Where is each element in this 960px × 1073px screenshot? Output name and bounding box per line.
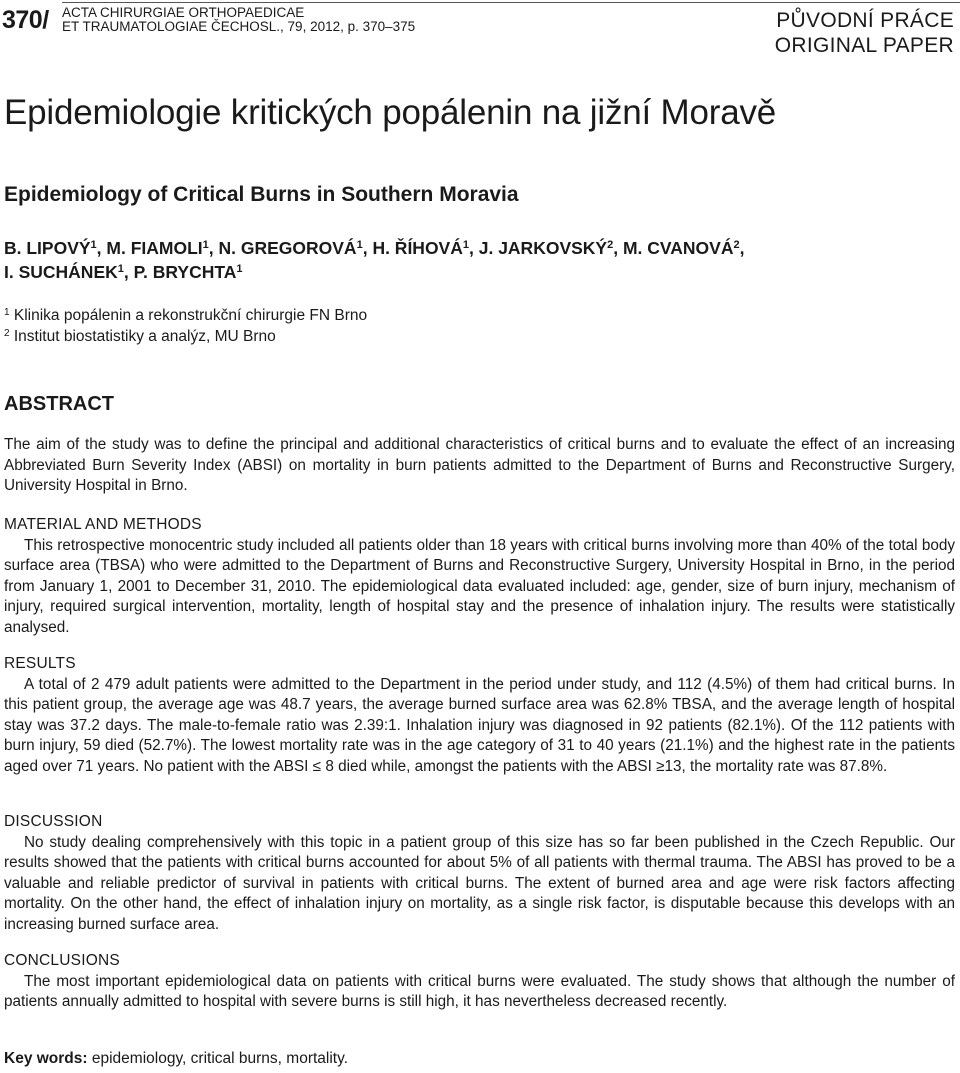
- paper-type: [775, 8, 954, 58]
- affiliation-list: [4, 305, 367, 347]
- results-heading: RESULTS: [4, 655, 76, 672]
- journal-citation: [62, 6, 415, 34]
- author: J. JARKOVSKÝ: [478, 238, 608, 258]
- author: I. SUCHÁNEK: [4, 262, 118, 282]
- affiliation-number: 2: [4, 328, 10, 339]
- author-affiliation-mark: 1: [356, 239, 363, 251]
- article-title: Epidemiologie kritických popálenin na jižní Moravě: [4, 93, 777, 132]
- author-affiliation-mark: 1: [462, 239, 469, 251]
- paper-type-english: ORIGINAL PAPER: [774, 34, 954, 57]
- author-affiliation-mark: 1: [236, 263, 243, 275]
- conclusions-heading: CONCLUSIONS: [4, 952, 120, 969]
- methods-section: [4, 515, 955, 639]
- author-list: B. LIPOVÝ$^1$, M. FIAMOLI$^1$, N. GREGOROVÁ$^1$, H. ŘÍHOVÁ$^1$, J. JARKOVSKÝ$^2$, M. CVANOVÁ$^2$, I. SUCHÁNEK$^1$, P. BRYCHTA$^1$: [4, 238, 745, 282]
- author: B. LIPOVÝ: [4, 238, 91, 258]
- keywords-label: Key words:: [4, 1050, 88, 1067]
- abstract-heading: ABSTRACT: [4, 393, 114, 415]
- page-number: 370/: [2, 6, 49, 34]
- page-header: [0, 0, 960, 62]
- results-section: [4, 654, 955, 778]
- keywords: [4, 1050, 348, 1068]
- author-affiliation-mark: 1: [117, 263, 124, 275]
- author: M. FIAMOLI: [106, 238, 203, 258]
- author: P. BRYCHTA: [133, 262, 237, 282]
- abstract-intro-section: [4, 435, 955, 497]
- author-affiliation-mark: 2: [733, 239, 740, 251]
- author: H. ŘÍHOVÁ: [372, 238, 463, 258]
- journal-name-line: ACTA CHIRURGIAE ORTHOPAEDICAE: [62, 5, 305, 20]
- author-affiliation-mark: 1: [202, 239, 209, 251]
- discussion-heading: DISCUSSION: [4, 813, 103, 830]
- conclusions-text: The most important epidemiological data on patients with critical burns were evaluated. The study shows that although the number of patients annually admitted to hospital with severe burns is still high, it has nevertheless decreased recently.: [4, 972, 955, 1011]
- affiliation-text: Institut biostatistiky a analýz, MU Brno: [13, 328, 276, 345]
- author: M. CVANOVÁ: [622, 238, 734, 258]
- keywords-text: epidemiology, critical burns, mortality.: [91, 1050, 349, 1067]
- discussion-section: [4, 812, 955, 936]
- author-affiliation-mark: 2: [607, 239, 614, 251]
- results-text: A total of 2 479 adult patients were admitted to the Department in the period under study, and 112 (4.5%) of them had critical burns. In this patient group, the average age was 48.7 years, the average burned surface area was 62.8% TBSA, and the average length of hospital stay was 37.2 days. The male-to-female ratio was 2.39:1. Inhalation injury was diagnosed in 92 patients (82.1%). Of the 112 patients with burn injury, 59 died (52.7%). The lowest mortality rate was in the age category of 31 to 40 years (21.1%) and the highest rate in the patients aged over 71 years. No patient with the ABSI ≤ 8 died while, amongst the patients with the ABSI ≥13, the mortality rate was 87.8%.: [4, 675, 955, 775]
- methods-heading: MATERIAL AND METHODS: [4, 516, 202, 533]
- conclusions-section: [4, 951, 955, 1013]
- discussion-text: No study dealing comprehensively with this topic in a patient group of this size has so far been published in the Czech Republic. Our results showed that the patients with critical burns accounted for about 5% of all patients with thermal trauma. The ABSI has proved to be a valuable and reliable predictor of survival in patients with critical burns. The extent of burned area and age were risk factors affecting mortality. On the other hand, the effect of inhalation injury on mortality, as a single risk factor, is disputable because this develops with an increasing burned surface area.: [4, 833, 955, 933]
- affiliation-text: Klinika popálenin a rekonstrukční chirurgie FN Brno: [13, 307, 368, 324]
- header-rule: [62, 2, 960, 3]
- author: N. GREGOROVÁ: [218, 238, 357, 258]
- article-subtitle: Epidemiology of Critical Burns in Southern Moravia: [4, 183, 519, 206]
- journal-issue-line: ET TRAUMATOLOGIAE ČECHOSL., 79, 2012, p. 370–375: [62, 19, 416, 34]
- methods-text: This retrospective monocentric study included all patients older than 18 years with critical burns involving more than 40% of the total body surface area (TBSA) who were admitted to the Department of Burns and Reconstructive Surgery, University Hospital in Brno, in the period from January 1, 2001 to December 31, 2010. The epidemiological data evaluated included: age, gender, size of burn injury, mechanism of injury, required surgical intervention, mortality, length of hospital stay and the presence of inhalation injury. The results were statistically analysed.: [4, 536, 955, 636]
- affiliation: [4, 326, 367, 347]
- affiliation: [4, 305, 367, 326]
- author-affiliation-mark: 1: [90, 239, 97, 251]
- affiliation-number: 1: [4, 307, 10, 318]
- paper-type-czech: PŮVODNÍ PRÁCE: [776, 9, 954, 32]
- abstract-intro: The aim of the study was to define the principal and additional characteristics of critical burns and to evaluate the effect of an increasing Abbreviated Burn Severity Index (ABSI) on mortality in burn patients admitted to the Department of Burns and Reconstructive Surgery, University Hospital in Brno.: [4, 436, 955, 495]
